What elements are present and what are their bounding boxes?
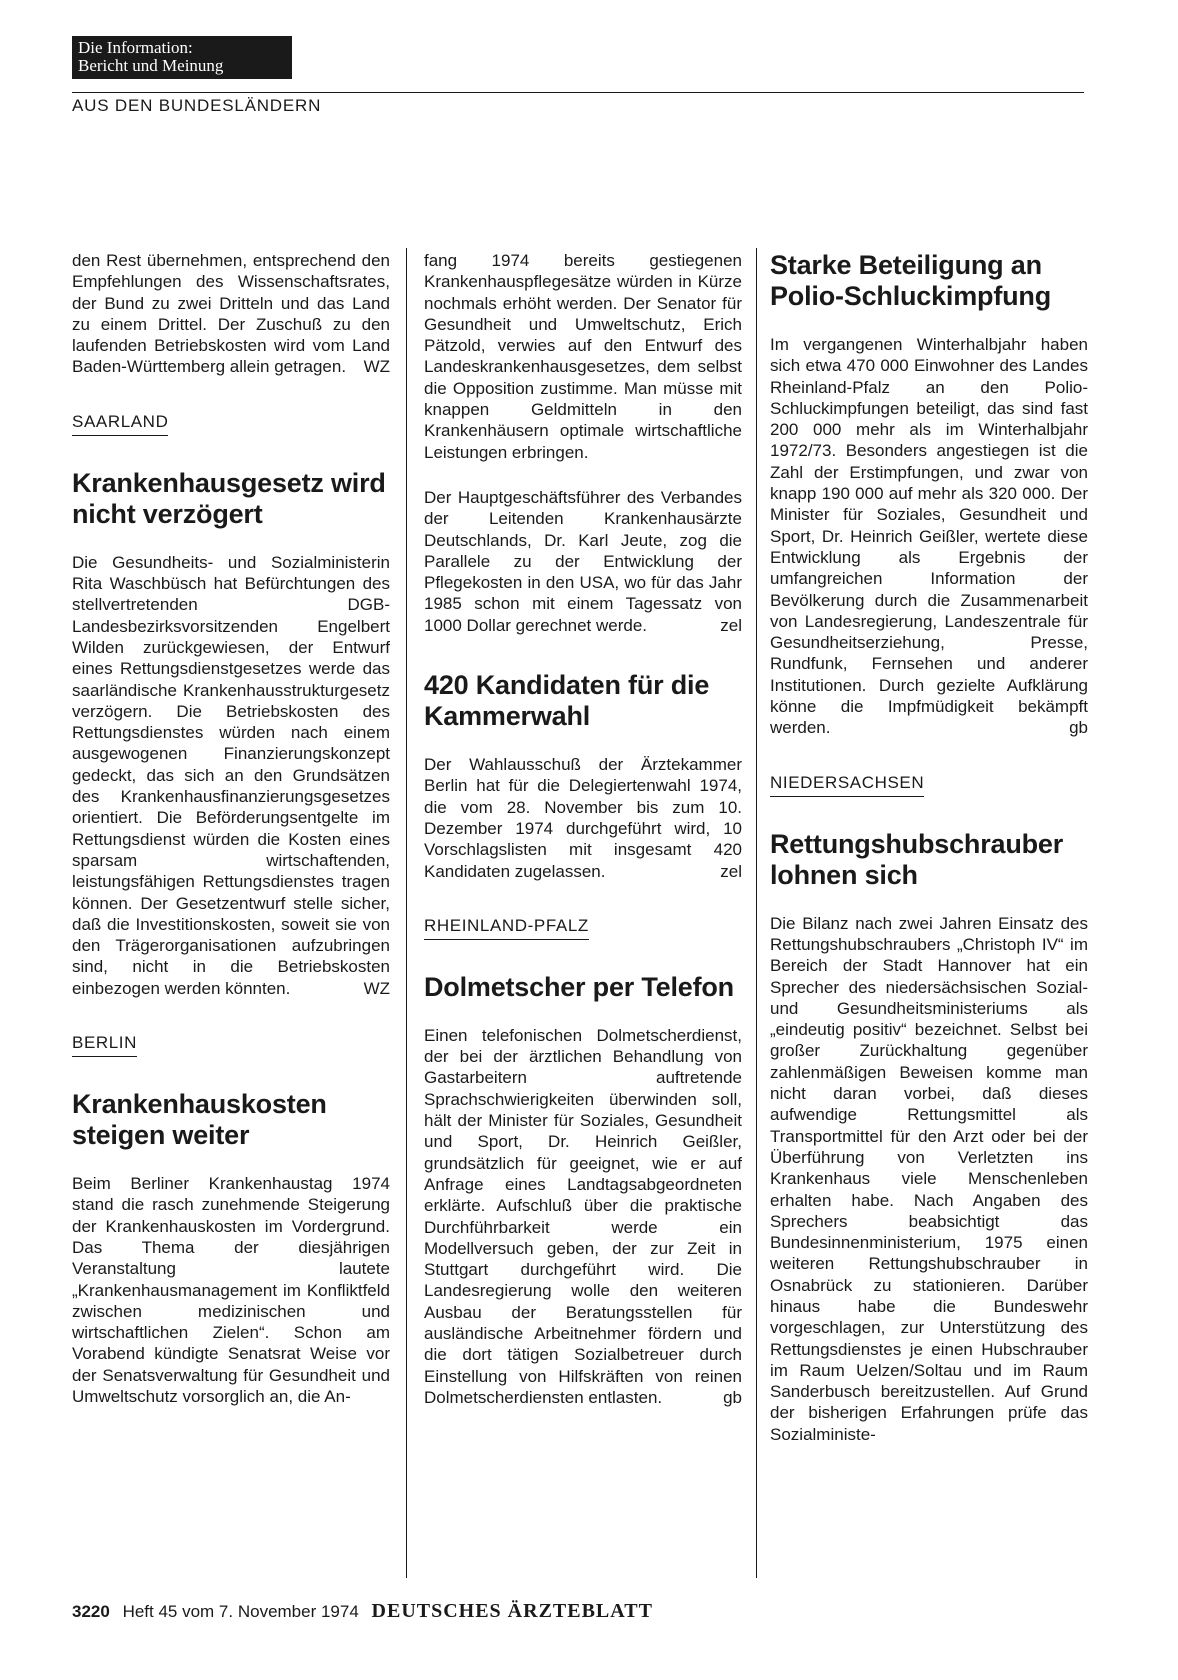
author-sign: gb (1069, 718, 1088, 738)
page-footer (72, 1600, 653, 1623)
author-sign: zel (720, 861, 742, 881)
section-title: AUS DEN BUNDESLÄNDERN (72, 96, 322, 115)
page-number: 3220 (72, 1602, 110, 1621)
column-3 (770, 250, 1088, 1445)
article-headline: Krankenhauskosten steigen weiter (72, 1089, 327, 1151)
article-text: Die Gesundheits- und Sozialministerin Rita Waschbüsch hat Befürchtungen des stellvertretenden DGB-Landesbezirksvorsitzenden Engelbert Wilden zurückgewiesen, der Entwurf eines Rettungsdienstgesetzes werde das saarländische Krankenhausstrukturgesetz verzögern. Die Betriebskosten des Rettungsdienstes würden nach einem ausgewogenen Finanzierungskonzept gedeckt, das sich an den Grundsätzen des Krankenhausfinanzierungsgesetzes orientiert. Die Beförderungsentgelte im Rettungsdienst würden die Kosten eines sparsam wirtschaftenden, leistungsfähigen Rettungsdienstes tragen können. Der Gesetzentwurf stelle sicher, daß die Investitionskosten, soweit sie von den Trägerorganisationen aufzubringen sind, nicht in die Betriebskosten einbezogen werden könnten. (72, 552, 390, 998)
article-body (424, 487, 742, 636)
magazine-name: DEUTSCHES ÄRZTEBLATT (371, 1600, 653, 1622)
author-sign: gb (723, 1387, 742, 1407)
article-headline: Rettungshubschrauber lohnen sich (770, 828, 1064, 890)
column-1 (72, 250, 390, 1407)
region-label-berlin: BERLIN (72, 1033, 137, 1057)
article-text: den Rest übernehmen, entsprechend den Empfehlungen des Wissenschaftsrates, der Bund zu zwei Dritteln und das Land zu einem Drittel. Der Zuschuß zu den laufenden Betriebskosten wird vom Land Baden-Württemberg allein getragen. (72, 251, 390, 377)
region-label-saarland: SAARLAND (72, 412, 168, 436)
article-body (424, 1025, 742, 1408)
author-sign: zel (720, 615, 742, 635)
article-continuation: fang 1974 bereits gestiegenen Krankenhauspflegesätze würden in Kürze nochmals erhöht werden. Der Senator für Gesundheit und Umweltschutz, Erich Pätzold, verwies auf den Entwurf des Landeskrankenhausgesetzes, dem selbst die Opposition zustimme. Man müsse mit knappen Geldmitteln in den Krankenhäusern optimale wirtschaftliche Leistungen erbringen. (424, 251, 742, 462)
article-body (770, 913, 1088, 1445)
masthead-badge (72, 36, 292, 79)
header-rule (72, 92, 1084, 93)
region-label-rheinland-pfalz: RHEINLAND-PFALZ (424, 916, 589, 940)
article-text: Beim Berliner Krankenhaustag 1974 stand die rasch zunehmende Steigerung der Krankenhauskosten im Vordergrund. Das Thema der diesjährigen Veranstaltung lautete „Krankenhausmanagement im Konfliktfeld zwischen medizinischen und wirtschaftlichen Zielen“. Schon am Vorabend kündigte Senatsrat Weise vor der Senatsverwaltung für Gesundheit und Umweltschutz vorsorglich an, die An- (72, 1174, 390, 1406)
article-body (72, 1173, 390, 1407)
article-continuation (72, 250, 390, 378)
article-headline: Dolmetscher per Telefon (424, 971, 734, 1002)
article-text: Einen telefonischen Dolmetscherdienst, der bei der ärztlichen Behandlung von Gastarbeitern auftretende Sprachschwierigkeiten überwinden soll, hält der Minister für Soziales, Gesundheit und Sport, Dr. Heinrich Geißler, grundsätzlich für geeignet, wie er auf Anfrage eines Landtagsabgeordneten erklärte. Aufschluß über die praktische Durchführbarkeit werde ein Modellversuch geben, der zur Zeit in Stuttgart durchgeführt wird. Die Landesregierung wolle den weiteren Ausbau der Beratungsstellen für ausländische Arbeitnehmer fördern und die dort tätigen Sozialbetreuer durch Einstellung von Hilfskräften von reinen Dolmetscherdiensten entlasten. (424, 1025, 742, 1407)
article-text: Der Hauptgeschäftsführer des Verbandes der Leitenden Krankenhausärzte Deutschlands, Dr. Karl Jeute, zog die Parallele zu der Entwicklung der Pflegekosten in den USA, wo für das Jahr 1985 schon mit einem Tagessatz von 1000 Dollar gerechnet werde. (424, 487, 742, 635)
article-body (770, 334, 1088, 739)
masthead-line-2: Bericht und Meinung (78, 56, 224, 75)
article-headline: Starke Beteiligung an Polio-Schluckimpfung (770, 250, 1052, 311)
article-headline: Krankenhausgesetz wird nicht verzögert (72, 467, 386, 529)
column-divider-1 (406, 248, 407, 1578)
author-sign: WZ (363, 978, 390, 998)
column-divider-2 (756, 248, 757, 1578)
article-text: Der Wahlausschuß der Ärztekammer Berlin hat für die Delegiertenwahl 1974, die vom 28. November bis zum 10. Dezember 1974 durchgeführt wird, 10 Vorschlagslisten mit insgesamt 420 Kandidaten zugelassen. (424, 755, 742, 881)
article-text: Im vergangenen Winterhalbjahr haben sich etwa 470 000 Einwohner des Landes Rheinland-Pfalz an den Polio-Schluckimpfungen beteiligt, das sind fast 200 000 mehr als im Winterhalbjahr 1972/73. Besonders angestiegen ist die Zahl der Erstimpfungen, und zwar von knapp 190 000 auf mehr als 320 000. Der Minister für Soziales, Gesundheit und Sport, Dr. Heinrich Geißler, wertete diese Entwicklung als Ergebnis der umfangreichen Information der Bevölkerung durch die Zusammenarbeit von Landesregierung, Landeszentrale für Gesundheitserziehung, Presse, Rundfunk, Fernsehen und anderer Institutionen. Durch gezielte Aufklärung könne die Impfmüdigkeit bekämpft werden. (770, 335, 1088, 738)
article-body (72, 552, 390, 999)
author-sign: WZ (363, 357, 390, 377)
column-2 (424, 250, 742, 1408)
region-label-niedersachsen: NIEDERSACHSEN (770, 773, 924, 797)
article-body (424, 754, 742, 882)
article-text: Die Bilanz nach zwei Jahren Einsatz des Rettungshubschraubers „Christoph IV“ im Bereich der Stadt Hannover hat ein Sprecher des niedersächsischen Sozial- und Gesundheitsministeriums als „eindeutig positiv“ bezeichnet. Selbst bei großer Zurückhaltung gegenüber zahlenmäßigen Beweisen komme man nicht daran vorbei, daß dieses aufwendige Rettungsmittel als Transportmittel für den Arzt oder bei der Überführung von Verletzten ins Krankenhaus viele Menschenleben erhalten habe. Nach Angaben des Sprechers beabsichtigt das Bundesinnenministerium, 1975 einen weiteren Rettungshubschrauber in Osnabrück zu stationieren. Darüber hinaus habe die Bundeswehr vorgeschlagen, zur Unterstützung des Rettungsdienstes je einen Hubschrauber im Raum Uelzen/Soltau und im Raum Sanderbusch bereitzustellen. Auf Grund der bisherigen Erfahrungen prüfe das Sozialministe- (770, 913, 1088, 1444)
article-headline: 420 Kandidaten für die Kammerwahl (424, 670, 710, 732)
masthead-line-1: Die Information: (78, 38, 193, 57)
issue-info: Heft 45 vom 7. November 1974 (122, 1602, 359, 1621)
